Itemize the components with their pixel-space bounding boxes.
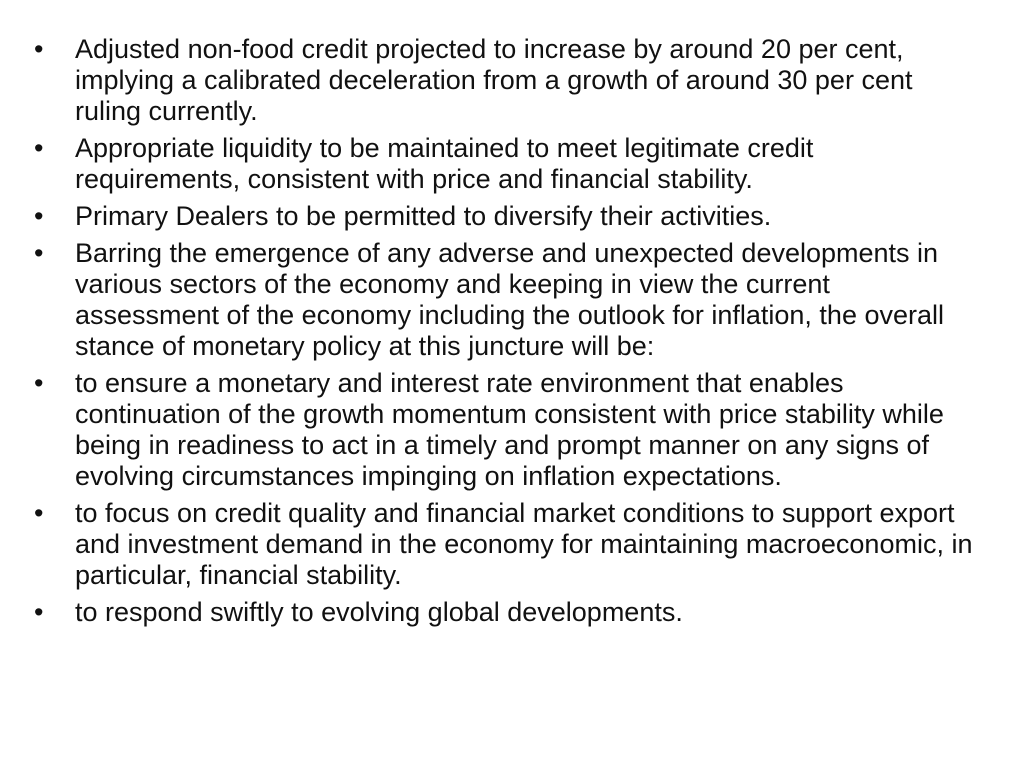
bullet-icon: • (34, 597, 44, 627)
bullet-item (30, 368, 980, 492)
bullet-icon: • (34, 201, 44, 231)
bullet-item (30, 597, 980, 628)
bullet-item (30, 238, 980, 362)
bullet-text: to ensure a monetary and interest rate environment that enables continuation of the growth momentum consistent with price stability while being in readiness to act in a timely and prompt manner on any signs of evolving circumstances impinging on inflation expectations. (75, 368, 944, 491)
bullet-text: to focus on credit quality and financial market conditions to support export and investment demand in the economy for maintaining macroeconomic, in particular, financial stability. (75, 498, 973, 590)
bullet-list (30, 34, 980, 634)
bullet-icon: • (34, 133, 44, 163)
bullet-item (30, 133, 980, 195)
bullet-item (30, 34, 980, 127)
bullet-text: Adjusted non-food credit projected to increase by around 20 per cent, implying a calibrated deceleration from a growth of around 30 per cent ruling currently. (75, 34, 913, 126)
bullet-text: to respond swiftly to evolving global developments. (75, 597, 683, 627)
bullet-text: Barring the emergence of any adverse and unexpected developments in various sectors of the economy and keeping in view the current assessment of the economy including the outlook for inflation, the overall stance of monetary policy at this juncture will be: (75, 238, 944, 361)
bullet-text: Primary Dealers to be permitted to diversify their activities. (75, 201, 772, 231)
bullet-icon: • (34, 368, 44, 398)
bullet-text: Appropriate liquidity to be maintained to meet legitimate credit requirements, consistent with price and financial stability. (75, 133, 814, 194)
bullet-icon: • (34, 238, 44, 268)
bullet-icon: • (34, 498, 44, 528)
bullet-item (30, 201, 980, 232)
bullet-icon: • (34, 34, 44, 64)
bullet-item (30, 498, 980, 591)
